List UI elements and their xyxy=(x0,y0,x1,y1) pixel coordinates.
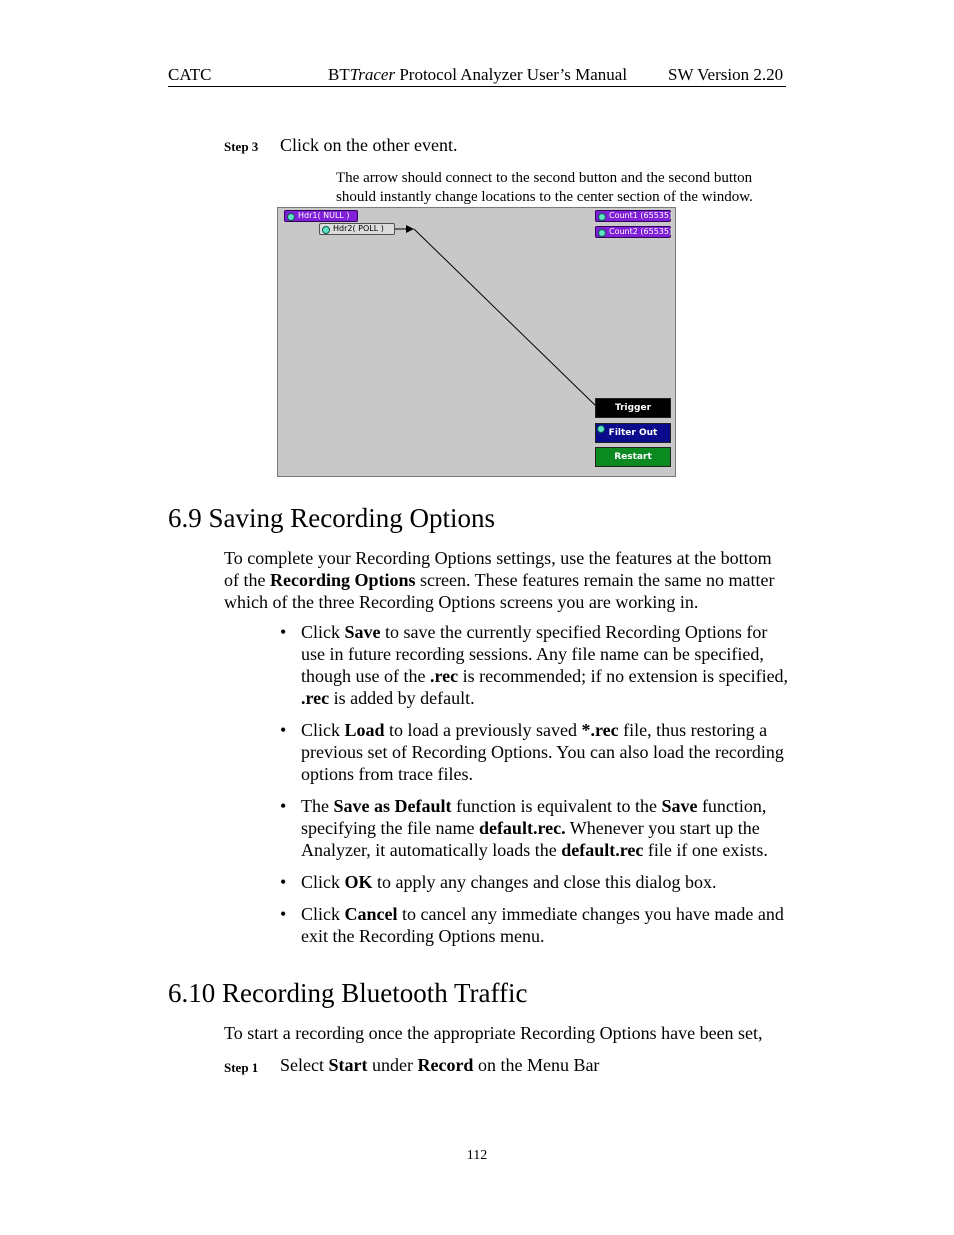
bullet-icon: • xyxy=(280,720,287,740)
filter-out-button[interactable] xyxy=(595,423,671,443)
trigger-button[interactable] xyxy=(595,398,671,418)
event-marker-icon xyxy=(598,213,606,221)
bullet-save: • Click Save to save the currently specified Recording Options for use in future recording sessions. Any file name can be specified, though use of the .rec is recommended; if no extension is specified, .rec is added by default. xyxy=(280,622,789,708)
bullet-load: • Click Load to load a previously saved *.rec file, thus restoring a previous set of Recording Options. You can also load the recording options from trace files. xyxy=(280,720,784,784)
event-count1-label: Count1 (65535) xyxy=(609,211,673,220)
bullet-icon: • xyxy=(280,796,287,816)
section-6-10-intro: To start a recording once the appropriate Recording Options have been set, xyxy=(224,1023,763,1043)
section-6-9-heading: 6.9 Saving Recording Options xyxy=(168,503,495,533)
header-title xyxy=(328,65,627,85)
bullet-save-as-default: • The Save as Default function is equivalent to the Save function, specifying the file name default.rec. Whenever you start up the Analyzer, it automatically loads the default.rec file if one exists. xyxy=(280,796,768,860)
section-6-10-heading: 6.10 Recording Bluetooth Traffic xyxy=(168,978,528,1008)
trigger-label: Trigger xyxy=(614,403,652,413)
event-marker-icon xyxy=(598,229,606,237)
intro-text-b: screen. These features remain the same no matter which of the three Recording Options screens you are working in. xyxy=(224,570,775,612)
event-marker-icon xyxy=(322,226,330,234)
step3-text: Click on the other event. xyxy=(280,135,458,155)
header-left: CATC xyxy=(168,65,212,84)
event-marker-icon xyxy=(287,213,295,221)
intro-bold: Recording Options xyxy=(269,570,416,590)
bullet-icon: • xyxy=(280,904,287,924)
options-bullet-list xyxy=(280,621,790,957)
event-hdr1-label: Hdr1( NULL ) xyxy=(298,211,350,220)
bullet-icon: • xyxy=(280,872,287,892)
step1-label: Step 1 xyxy=(224,1060,259,1075)
header-rule xyxy=(168,86,786,87)
connector-line xyxy=(414,229,596,406)
section-6-9-intro xyxy=(224,547,786,613)
page-number: 112 xyxy=(466,1148,488,1163)
step3-note: The arrow should connect to the second button and the second button should instantly change locations to the center section of the window. xyxy=(336,170,753,205)
arrow-head-icon xyxy=(406,225,414,233)
header-title-rest: Protocol Analyzer User’s Manual xyxy=(395,65,628,84)
restart-button[interactable] xyxy=(595,447,671,467)
action-marker-icon xyxy=(597,425,605,433)
header-title-prefix: BT xyxy=(328,65,350,84)
event-hdr1[interactable] xyxy=(284,210,358,222)
recording-options-screenshot xyxy=(277,207,676,477)
restart-label: Restart xyxy=(614,452,652,462)
step1-text: Select Start under Record on the Menu Bar xyxy=(280,1055,600,1075)
bullet-ok: • Click OK to apply any changes and close this dialog box. xyxy=(280,872,717,892)
bullet-cancel: • Click Cancel to cancel any immediate changes you have made and exit the Recording Options menu. xyxy=(280,904,784,946)
event-count2[interactable] xyxy=(595,226,671,238)
event-hdr2[interactable] xyxy=(319,223,395,235)
step3-label: Step 3 xyxy=(224,139,259,154)
event-count2-label: Count2 (65535) xyxy=(609,227,673,236)
header-right: SW Version 2.20 xyxy=(668,65,784,84)
filter-out-label: Filter Out xyxy=(608,428,658,438)
bullet-icon: • xyxy=(280,622,287,642)
intro-text-a: To complete your Recording Options settings, use the features at the bottom of the xyxy=(224,548,772,590)
header-title-italic: Tracer xyxy=(349,65,396,84)
event-count1[interactable] xyxy=(595,210,671,222)
event-hdr2-label: Hdr2( POLL ) xyxy=(333,224,384,233)
